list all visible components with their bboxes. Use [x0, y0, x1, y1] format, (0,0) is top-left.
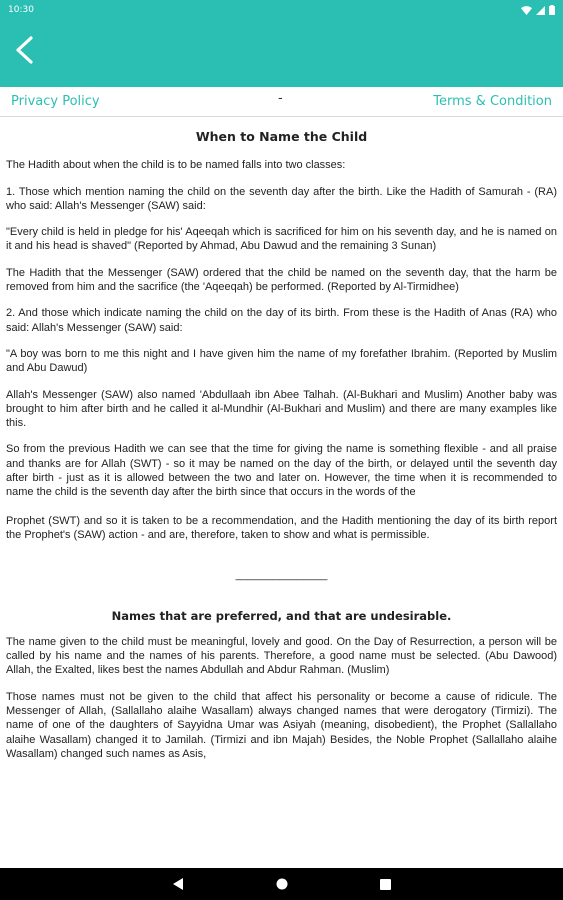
- arrow-back-icon: [13, 35, 35, 69]
- article-paragraph: Allah's Messenger (SAW) also named 'Abdullaah ibn Abee Talhah. (Al-Bukhari and Muslim) Another baby was brought to him after birth and he called it al-Mundhir (Al-Bukhari and Muslim) and there are many examples like this.: [6, 388, 557, 430]
- back-button[interactable]: [4, 32, 44, 72]
- article-paragraph: So from the previous Hadith we can see that the time for giving the name is something flexible - and all praise and thanks are for Allah (SWT) - so it may be named on the day of the birth, or delayed until the seventh day after birth - just as it is allowed between the two and later on. However, the time when it is recommended to name the child is the seventh day after the birth since that occurs in the words of the: [6, 443, 557, 499]
- signal-icon: [536, 6, 545, 15]
- nav-back-icon: [172, 875, 184, 894]
- policy-links-row: [0, 87, 563, 117]
- section-subtitle: Names that are preferred, and that are undesirable.: [111, 608, 452, 623]
- nav-recents-button[interactable]: [374, 872, 398, 896]
- article-paragraph: "Every child is held in pledge for his' Aqeeqah which is sacrificed for him on his seventh day, and he is named on it and his head is shaved" (Reported by Ahmad, Abu Dawud and the remaining 3 Sunan): [6, 226, 557, 253]
- status-time: 10:30: [8, 5, 34, 15]
- status-icons: [521, 5, 555, 15]
- article-paragraph: The Hadith about when the child is to be named falls into two classes:: [6, 159, 346, 172]
- app-bar: [0, 20, 563, 87]
- privacy-policy-link[interactable]: Privacy Policy: [11, 94, 100, 109]
- system-nav-bar: [0, 868, 563, 900]
- status-bar: [0, 0, 563, 20]
- article-paragraph: 2. And those which indicate naming the child on the day of its birth. From these is the Hadith of Anas (RA) who said: Allah's Messenger (SAW) said:: [6, 307, 557, 334]
- article-paragraph: 1. Those which mention naming the child on the seventh day after the birth. Like the Hadith of Samurah - (RA) who said: Allah's Messenger (SAW) said:: [6, 185, 557, 212]
- wifi-icon: [521, 6, 532, 15]
- nav-home-icon: [276, 875, 288, 894]
- nav-back-button[interactable]: [166, 872, 190, 896]
- nav-recents-icon: [380, 875, 391, 894]
- nav-home-button[interactable]: [270, 872, 294, 896]
- article-paragraph: The name given to the child must be meaningful, lovely and good. On the Day of Resurrection, a person will be called by his name and the names of his parents. Therefore, a good name must be selected. (Abu Dawood) Allah, the Exalted, likes best the names Abdullah and Abdur Rahman. (Muslim): [6, 635, 557, 677]
- battery-icon: [549, 5, 555, 15]
- links-separator: -: [278, 91, 283, 106]
- article-content[interactable]: [6, 118, 557, 868]
- article-title: When to Name the Child: [195, 129, 368, 144]
- article-paragraph: "A boy was born to me this night and I have given him the name of my forefather Ibrahim. (Reported by Muslim and Abu Dawud): [6, 347, 557, 375]
- terms-condition-link[interactable]: Terms & Condition: [433, 94, 552, 109]
- article-paragraph: Prophet (SWT) and so it is taken to be a recommendation, and the Hadith mentioning the day of its birth report the Prophet's (SAW) action - and are, therefore, taken to show and what is permissible.: [6, 514, 557, 541]
- section-divider: _______________: [235, 569, 328, 582]
- article-paragraph: Those names must not be given to the child that affect his personality or become a cause of ridicule. The Messenger of Allah, (Sallallaho alaihe Wasallam) always changed names that were derogatory (Tirmizi). The name of one of the daughters of Sayyidna Umar was Asiyah (meaning, disobedient), the Prophet (Sallallaho alaihe Wasallam) changed it to Jamilah. (Tirmizi and ibn Majah) Besides, the Noble Prophet (Sallallaho alaihe Wasallam) changed such names as Asis,: [6, 690, 557, 760]
- article-paragraph: The Hadith that the Messenger (SAW) ordered that the child be named on the seventh day, that the harm be removed from him and the sacrifice (the 'Aqeeqah) be performed. (Reported by Al-Tirmidhee): [6, 266, 557, 294]
